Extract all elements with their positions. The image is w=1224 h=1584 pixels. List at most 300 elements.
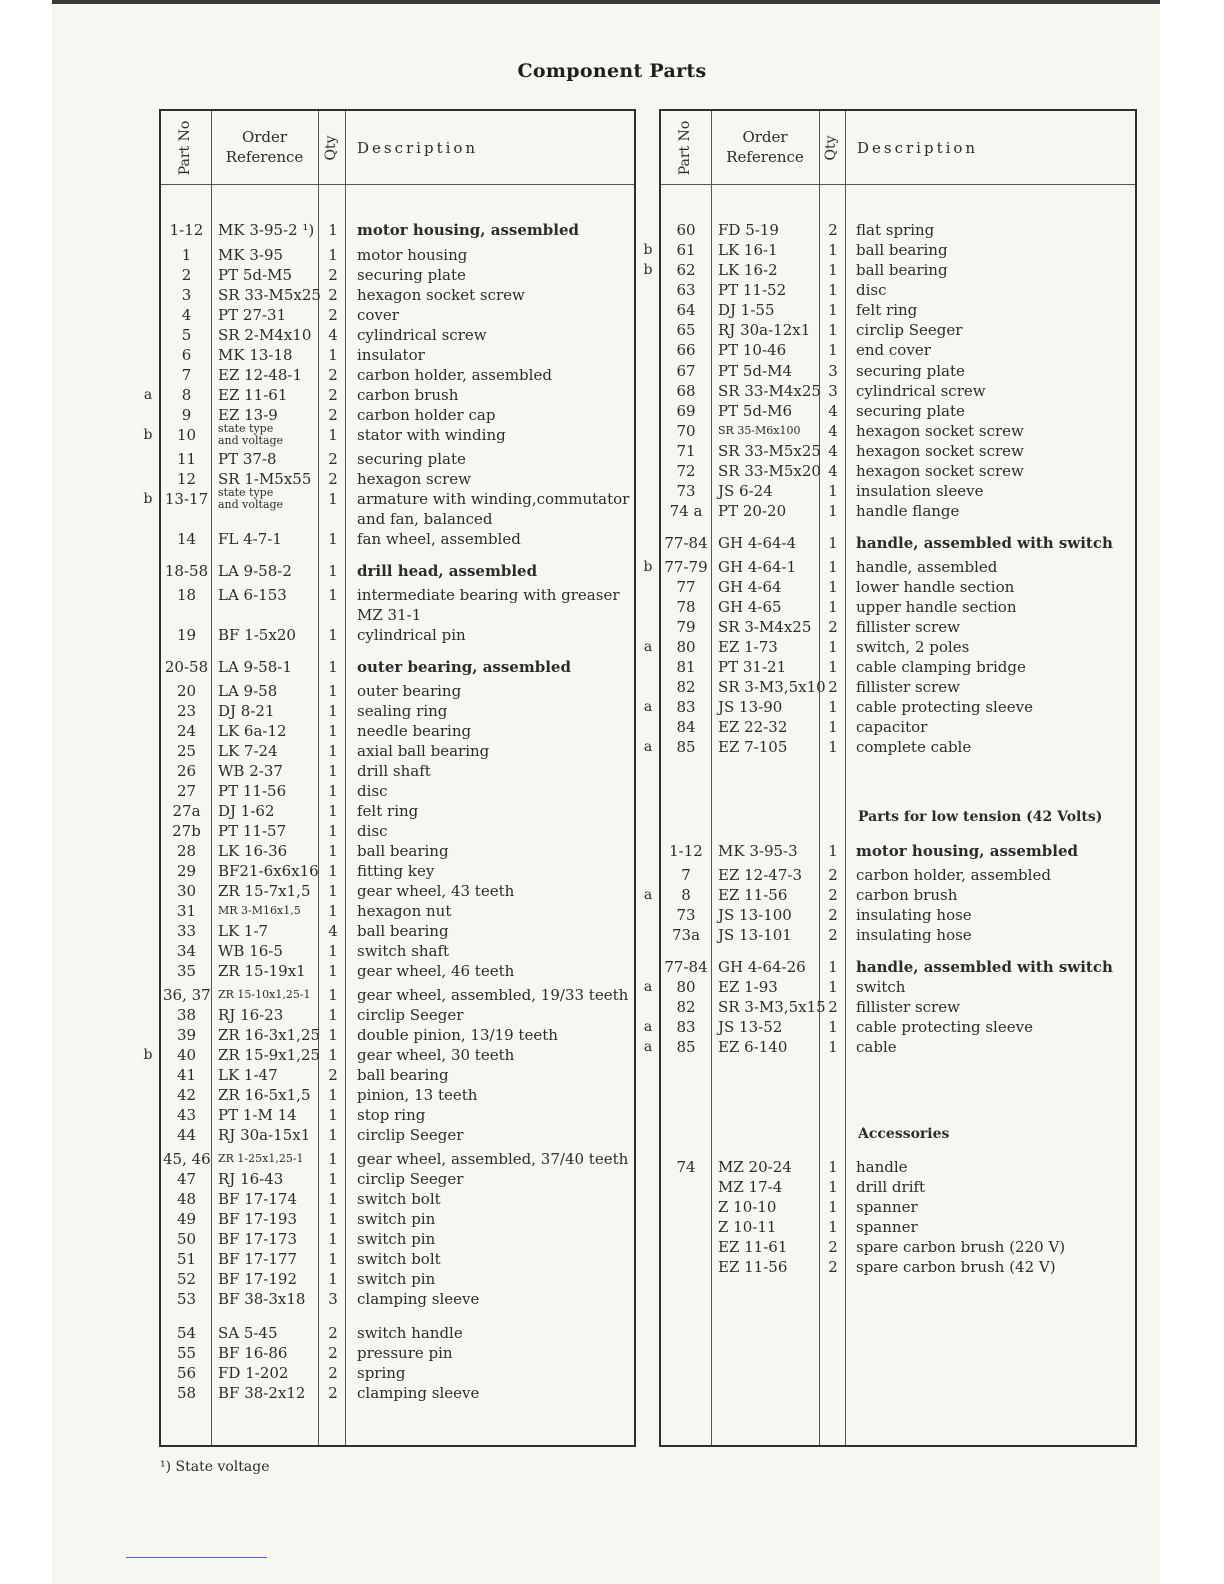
order-reference-cell: EZ 11-56 (718, 886, 788, 904)
description-cell: gear wheel, 30 teeth (357, 1046, 515, 1064)
qty-cell: 2 (828, 998, 838, 1016)
table-row (0, 1157, 1224, 1177)
qty-cell: 2 (328, 406, 338, 424)
part-no-cell: 5 (181, 326, 192, 344)
description-cell: circlip Seeger (357, 1006, 464, 1024)
part-no-cell: 11 (176, 450, 197, 468)
part-no-cell: 18 (176, 586, 197, 604)
description-cell: ball bearing (856, 241, 948, 259)
description-cell: gear wheel, 43 teeth (357, 882, 515, 900)
part-no-cell: 50 (176, 1230, 197, 1248)
description-cell: hexagon socket screw (357, 286, 525, 304)
order-reference-cell: BF 38-2x12 (218, 1384, 306, 1402)
part-no-cell: 25 (176, 742, 197, 760)
order-reference-cell: RJ 16-23 (218, 1006, 284, 1024)
table-row (0, 421, 1224, 441)
part-no-cell: 18-58 (164, 562, 209, 580)
order-reference-cell: LK 6a-12 (218, 722, 287, 740)
table-row (0, 533, 1224, 553)
table-row (0, 461, 1224, 481)
part-no-cell: 13-17 (164, 490, 209, 508)
order-reference-cell: EZ 11-56 (718, 1258, 788, 1276)
qty-cell: 1 (328, 986, 338, 1004)
order-reference-cell: GH 4-64-4 (718, 534, 797, 552)
part-no-cell: 2 (181, 266, 192, 284)
table-row (0, 1017, 1224, 1037)
part-no-cell: 54 (176, 1324, 197, 1342)
qty-cell: 2 (828, 866, 838, 884)
description-cell: securing plate (856, 402, 965, 420)
description-cell: insulating hose (856, 926, 972, 944)
row-mark: a (643, 1039, 653, 1055)
description-cell: motor housing, assembled (357, 221, 579, 239)
order-reference-cell: BF 17-192 (218, 1270, 297, 1288)
order-reference-cell: LK 16-2 (718, 261, 778, 279)
description-cell: switch bolt (357, 1250, 441, 1268)
table-row (0, 781, 1224, 801)
part-no-cell: 71 (676, 442, 696, 460)
description-cell: fan wheel, assembled (357, 530, 521, 548)
table-row (0, 885, 1224, 905)
qty-cell: 1 (328, 682, 338, 700)
description-cell: circlip Seeger (357, 1170, 464, 1188)
description-cell: spare carbon brush (42 V) (856, 1258, 1056, 1276)
part-no-cell: 82 (676, 678, 696, 696)
part-no-cell: 79 (676, 618, 696, 636)
order-reference-cell: PT 5d-M5 (218, 266, 292, 284)
order-reference-cell: LK 1-47 (218, 1066, 278, 1084)
part-no-cell: 38 (176, 1006, 197, 1024)
description-cell: insulator (357, 346, 425, 364)
qty-cell: 1 (328, 1270, 338, 1288)
description-cell: handle, assembled with switch (856, 958, 1113, 976)
qty-cell: 1 (828, 301, 838, 319)
description-cell: capacitor (856, 718, 928, 736)
part-no-cell: 55 (176, 1344, 197, 1362)
description-cell: upper handle section (856, 598, 1017, 616)
qty-cell: 4 (828, 402, 838, 420)
order-reference-cell: FD 5-19 (718, 221, 779, 239)
row-mark: a (643, 1019, 653, 1035)
description-cell: carbon brush (357, 386, 459, 404)
description-cell: fillister screw (856, 678, 960, 696)
order-reference-cell: FL 4-7-1 (218, 530, 282, 548)
description-cell: gear wheel, assembled, 37/40 teeth (357, 1150, 629, 1168)
qty-cell: 1 (328, 1230, 338, 1248)
order-reference-cell: LK 1-7 (218, 922, 269, 940)
qty-cell: 1 (828, 321, 838, 339)
part-no-cell: 1-12 (669, 842, 703, 860)
part-no-cell: 63 (676, 281, 696, 299)
qty-cell: 4 (328, 922, 338, 940)
description-cell: motor housing, assembled (856, 842, 1078, 860)
part-no-cell: 19 (176, 626, 197, 644)
order-reference-cell: PT 37-8 (218, 450, 277, 468)
description-cell: carbon holder, assembled (856, 866, 1051, 884)
order-reference-cell: MZ 17-4 (718, 1178, 783, 1196)
order-reference-cell: SR 33-M5x20 (718, 462, 821, 480)
qty-cell: 1 (828, 658, 838, 676)
order-reference-cell: JS 13-52 (718, 1018, 783, 1036)
description-cell: handle, assembled (856, 558, 998, 576)
qty-cell: 1 (828, 1018, 838, 1036)
description-cell: drill head, assembled (357, 562, 538, 580)
qty-cell: 1 (328, 782, 338, 800)
header-description: Description (857, 139, 979, 157)
table-row (0, 977, 1224, 997)
part-no-cell: 84 (676, 718, 696, 736)
description-cell: cable protecting sleeve (856, 698, 1033, 716)
table-row (0, 925, 1224, 945)
description-cell: fillister screw (856, 618, 960, 636)
qty-cell: 1 (328, 1026, 338, 1044)
part-no-cell: 8 (181, 386, 192, 404)
order-reference-cell: PT 11-52 (718, 281, 787, 299)
description-cell: securing plate (856, 362, 965, 380)
part-no-cell: 7 (681, 866, 691, 884)
part-no-cell: 51 (176, 1250, 197, 1268)
order-reference-cell: BF 17-173 (218, 1230, 297, 1248)
order-reference-cell: JS 13-100 (718, 906, 792, 924)
part-no-cell: 20-58 (164, 658, 209, 676)
qty-cell: 1 (828, 558, 838, 576)
description-cell: switch, 2 poles (856, 638, 970, 656)
header-part-no: Part No (177, 120, 193, 176)
order-reference-cell: SR 33-M5x25 (218, 286, 321, 304)
qty-cell: 2 (828, 618, 838, 636)
qty-cell: 1 (328, 586, 338, 604)
part-no-cell: 45, 46 (163, 1150, 211, 1168)
table-row (0, 1217, 1224, 1237)
part-no-cell: 72 (676, 462, 696, 480)
table-row (0, 1065, 1224, 1085)
part-no-cell: 28 (176, 842, 197, 860)
table-row (0, 761, 1224, 781)
description-cell: drill shaft (357, 762, 431, 780)
part-no-cell: 40 (176, 1046, 197, 1064)
qty-cell: 2 (828, 1258, 838, 1276)
description-cell: ball bearing (856, 261, 948, 279)
description-cell: stator with winding (357, 426, 506, 444)
header-qty: Qty (823, 135, 839, 161)
order-reference-cell: RJ 16-43 (218, 1170, 284, 1188)
qty-cell: 1 (828, 958, 838, 976)
order-reference-cell: GH 4-65 (718, 598, 782, 616)
qty-cell: 1 (828, 738, 838, 756)
description-cell: clamping sleeve (357, 1384, 480, 1402)
description-cell: gear wheel, 46 teeth (357, 962, 515, 980)
description-cell: switch (856, 978, 906, 996)
qty-cell: 1 (828, 1158, 838, 1176)
header-order-reference: Order Reference (726, 128, 804, 166)
table-row (0, 401, 1224, 421)
part-no-cell: 27a (172, 802, 201, 820)
qty-cell: 2 (328, 450, 338, 468)
qty-cell: 1 (828, 978, 838, 996)
table-row (0, 1125, 1224, 1145)
part-no-cell: 62 (676, 261, 696, 279)
description-cell: insulation sleeve (856, 482, 984, 500)
header-order-reference: Order Reference (225, 128, 304, 166)
part-no-cell: 85 (676, 1038, 696, 1056)
order-reference-cell: EZ 6-140 (718, 1038, 788, 1056)
part-no-cell: 78 (676, 598, 696, 616)
qty-cell: 4 (328, 326, 338, 344)
qty-cell: 1 (328, 346, 338, 364)
part-no-cell: 60 (676, 221, 696, 239)
row-mark: a (643, 979, 653, 995)
description-cell: lower handle section (856, 578, 1015, 596)
table-row (0, 905, 1224, 925)
row-mark: a (643, 887, 653, 903)
description-cell: pressure pin (357, 1344, 453, 1362)
order-reference-cell: JS 13-90 (718, 698, 783, 716)
qty-cell: 1 (328, 722, 338, 740)
footnote: ¹) State voltage (160, 1459, 270, 1475)
table-row (0, 501, 1224, 521)
part-no-cell: 64 (676, 301, 696, 319)
order-reference-cell: LK 16-36 (218, 842, 288, 860)
part-no-cell: 47 (176, 1170, 197, 1188)
description-cell: spring (357, 1364, 406, 1382)
section-title-accessories: Accessories (858, 1126, 950, 1142)
part-no-cell: 27b (172, 822, 201, 840)
order-reference-cell: EZ 22-32 (718, 718, 788, 736)
order-reference-cell: PT 5d-M4 (718, 362, 792, 380)
part-no-cell: 7 (181, 366, 192, 384)
table-row (0, 997, 1224, 1017)
qty-cell: 1 (328, 530, 338, 548)
qty-cell: 2 (328, 1384, 338, 1402)
order-reference-cell: SR 1-M5x55 (218, 470, 312, 488)
table-row (0, 441, 1224, 461)
order-reference-cell: ZR 15-10x1,25-1 (218, 988, 311, 1001)
table-row (0, 1343, 1224, 1363)
qty-cell: 4 (828, 462, 838, 480)
qty-cell: 1 (328, 902, 338, 920)
qty-cell: 1 (828, 281, 838, 299)
qty-cell: 1 (828, 1218, 838, 1236)
description-cell: carbon holder cap (357, 406, 496, 424)
order-reference-cell: WB 16-5 (218, 942, 283, 960)
row-mark: a (643, 699, 653, 715)
qty-cell: 1 (828, 1198, 838, 1216)
table-row (0, 381, 1224, 401)
part-no-cell: 53 (176, 1290, 197, 1308)
description-cell: switch pin (357, 1210, 436, 1228)
description-cell: disc (357, 822, 388, 840)
part-no-cell: 58 (176, 1384, 197, 1402)
order-reference-cell: EZ 7-105 (718, 738, 788, 756)
part-no-cell: 80 (676, 978, 696, 996)
description-cell: handle flange (856, 502, 960, 520)
table-row (0, 361, 1224, 381)
qty-cell: 1 (828, 1038, 838, 1056)
order-reference-cell: SR 33-M4x25 (718, 382, 821, 400)
table-row (0, 1177, 1224, 1197)
part-no-cell: 30 (176, 882, 197, 900)
qty-cell: 1 (828, 341, 838, 359)
order-reference-cell: EZ 12-48-1 (218, 366, 302, 384)
qty-cell: 1 (328, 1150, 338, 1168)
description-cell: hexagon socket screw (856, 442, 1024, 460)
part-no-cell: 6 (181, 346, 192, 364)
table-row (0, 577, 1224, 597)
table-row (0, 220, 1224, 240)
qty-cell: 1 (828, 1178, 838, 1196)
qty-cell: 1 (328, 822, 338, 840)
page-title: Component Parts (517, 60, 707, 82)
order-reference-cell: state type and voltage (218, 486, 284, 511)
table-row (0, 717, 1224, 737)
description-cell: insulating hose (856, 906, 972, 924)
qty-cell: 1 (328, 702, 338, 720)
order-reference-cell: SR 2-M4x10 (218, 326, 312, 344)
order-reference-cell: EZ 1-93 (718, 978, 778, 996)
qty-cell: 3 (828, 382, 838, 400)
order-reference-cell: BF 17-177 (218, 1250, 297, 1268)
order-reference-cell: BF21-6x6x16 (218, 862, 319, 880)
part-no-cell: 61 (676, 241, 696, 259)
table-row (0, 1323, 1224, 1343)
order-reference-cell: JS 6-24 (718, 482, 773, 500)
description-cell: cable (856, 1038, 897, 1056)
part-no-cell: 83 (676, 698, 696, 716)
description-cell: outer bearing (357, 682, 462, 700)
part-no-cell: 27 (176, 782, 197, 800)
table-row (0, 280, 1224, 300)
order-reference-cell: MZ 20-24 (718, 1158, 792, 1176)
part-no-cell: 73a (671, 926, 701, 944)
description-cell: handle, assembled with switch (856, 534, 1113, 552)
order-reference-cell: LA 9-58-1 (218, 658, 292, 676)
table-row (0, 557, 1224, 577)
description-cell: drill drift (856, 1178, 926, 1196)
qty-cell: 1 (328, 1046, 338, 1064)
qty-cell: 3 (328, 1290, 338, 1308)
qty-cell: 1 (328, 802, 338, 820)
order-reference-cell: ZR 15-19x1 (218, 962, 306, 980)
part-no-cell: 56 (176, 1364, 197, 1382)
qty-cell: 1 (328, 562, 338, 580)
qty-cell: 1 (328, 221, 338, 239)
description-cell: fitting key (357, 862, 435, 880)
table-row (0, 340, 1224, 360)
qty-cell: 1 (328, 1106, 338, 1124)
order-reference-cell: PT 10-46 (718, 341, 787, 359)
qty-cell: 2 (328, 366, 338, 384)
part-no-cell: 81 (676, 658, 696, 676)
qty-cell: 1 (828, 534, 838, 552)
table-row (0, 1197, 1224, 1217)
description-cell: hexagon socket screw (856, 422, 1024, 440)
order-reference-cell: BF 16-86 (218, 1344, 288, 1362)
description-cell: spare carbon brush (220 V) (856, 1238, 1066, 1256)
order-reference-cell: EZ 12-47-3 (718, 866, 802, 884)
order-reference-cell: BF 38-3x18 (218, 1290, 306, 1308)
order-reference-cell: MK 3-95-2 ¹) (218, 221, 315, 239)
part-no-cell: 83 (676, 1018, 696, 1036)
qty-cell: 2 (328, 1066, 338, 1084)
part-no-cell: 33 (176, 922, 197, 940)
description-cell: motor housing (357, 246, 468, 264)
part-no-cell: 36, 37 (163, 986, 211, 1004)
qty-cell: 2 (328, 1324, 338, 1342)
row-mark: b (643, 242, 653, 258)
description-cell: felt ring (357, 802, 419, 820)
description-cell: cylindrical screw (856, 382, 986, 400)
row-mark: b (643, 262, 653, 278)
order-reference-cell: DJ 1-55 (718, 301, 775, 319)
table-row (0, 1257, 1224, 1277)
order-reference-cell: SR 3-M3,5x15 (718, 998, 826, 1016)
qty-cell: 2 (328, 1364, 338, 1382)
table-row (0, 320, 1224, 340)
qty-cell: 3 (828, 362, 838, 380)
qty-cell: 2 (328, 386, 338, 404)
part-no-cell: 31 (176, 902, 197, 920)
qty-cell: 1 (828, 698, 838, 716)
order-reference-cell: RJ 30a-15x1 (218, 1126, 311, 1144)
section-title-low-tension: Parts for low tension (42 Volts) (858, 809, 1103, 825)
description-cell: switch shaft (357, 942, 450, 960)
qty-cell: 2 (828, 886, 838, 904)
order-reference-cell: ZR 15-7x1,5 (218, 882, 311, 900)
order-reference-cell: DJ 8-21 (218, 702, 275, 720)
description-cell: switch bolt (357, 1190, 441, 1208)
part-no-cell: 74 a (669, 502, 703, 520)
part-no-cell: 35 (176, 962, 197, 980)
part-no-cell: 48 (176, 1190, 197, 1208)
description-cell: flat spring (856, 221, 935, 239)
part-no-cell: 34 (176, 942, 197, 960)
description-cell: cylindrical screw (357, 326, 487, 344)
description-cell: securing plate (357, 450, 466, 468)
description-cell: disc (357, 782, 388, 800)
qty-cell: 2 (828, 1238, 838, 1256)
order-reference-cell: SR 33-M5x25 (718, 442, 821, 460)
qty-cell: 2 (828, 906, 838, 924)
order-reference-cell: FD 1-202 (218, 1364, 289, 1382)
qty-cell: 2 (328, 286, 338, 304)
part-no-cell: 41 (176, 1066, 197, 1084)
table-row (0, 597, 1224, 617)
part-no-cell: 77-79 (664, 558, 708, 576)
description-cell: hexagon socket screw (856, 462, 1024, 480)
part-no-cell: 82 (676, 998, 696, 1016)
table-row (0, 1363, 1224, 1383)
description-cell: felt ring (856, 301, 918, 319)
order-reference-cell: ZR 16-5x1,5 (218, 1086, 311, 1104)
description-cell: ball bearing (357, 1066, 449, 1084)
order-reference-cell: LA 6-153 (218, 586, 287, 604)
order-reference-cell: PT 20-20 (718, 502, 787, 520)
row-mark: a (143, 387, 153, 403)
description-cell: circlip Seeger (856, 321, 963, 339)
qty-cell: 1 (328, 962, 338, 980)
order-reference-cell: SA 5-45 (218, 1324, 278, 1342)
table-row (0, 1383, 1224, 1403)
qty-cell: 1 (828, 638, 838, 656)
order-reference-cell: MK 3-95-3 (718, 842, 798, 860)
table-row (0, 240, 1224, 260)
order-reference-cell: SR 3-M3,5x10 (718, 678, 826, 696)
table-row (0, 260, 1224, 280)
order-reference-cell: BF 1-5x20 (218, 626, 296, 644)
qty-cell: 1 (828, 598, 838, 616)
order-reference-cell: SR 3-M4x25 (718, 618, 812, 636)
order-reference-cell: SR 35-M6x100 (718, 424, 801, 437)
